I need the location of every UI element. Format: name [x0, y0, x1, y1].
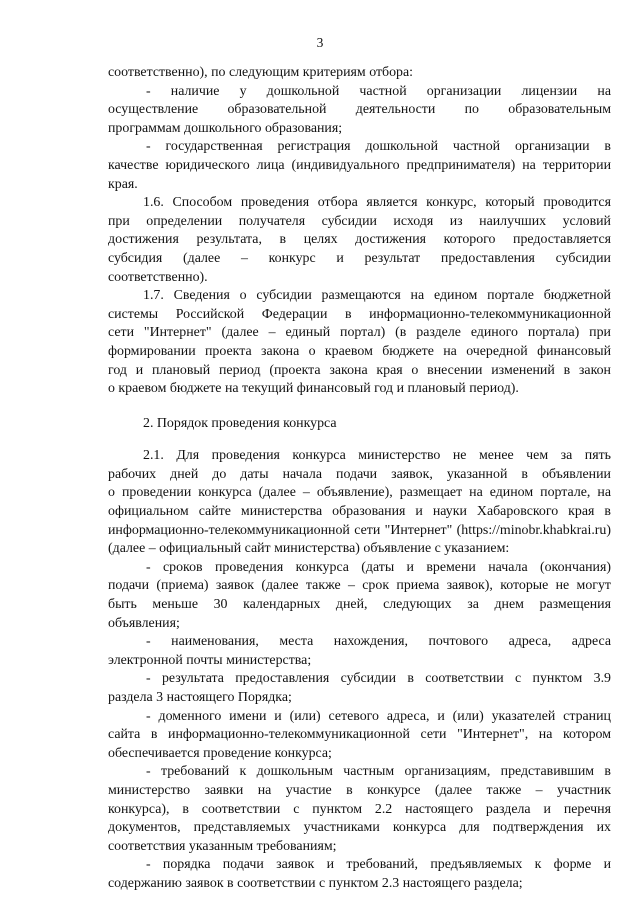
- text-line: - сроков проведения конкурса (даты и времени начала (окончания): [146, 559, 611, 575]
- text-line: при определении получателя субсидии исходя из наилучших условий: [108, 213, 611, 229]
- text-line: документов, представляемых участниками конкурса для подтверждения их: [108, 820, 611, 836]
- text-line: электронной почты министерства;: [108, 652, 312, 668]
- text-line: субсидия (далее – конкурс и результат предоставления субсидии: [108, 250, 611, 266]
- text-line: - наименования, места нахождения, почтового адреса, адреса: [146, 634, 611, 650]
- text-line: 1.7. Сведения о субсидии размещаются на едином портале бюджетной: [143, 288, 611, 304]
- text-line: осуществление образовательной деятельности по образовательным: [108, 102, 611, 118]
- text-line: о краевом бюджете на текущий финансовый год и плановый период).: [108, 381, 519, 397]
- text-line: официальном сайте министерства образования и науки Хабаровского края в: [108, 504, 611, 520]
- text-line: соответственно).: [108, 269, 208, 285]
- text-line: - государственная регистрация дошкольной частной организации в: [146, 139, 611, 155]
- text-line: программам дошкольного образования;: [108, 120, 343, 136]
- text-line: сайта в информационно-телекоммуникационной сети "Интернет", на котором: [108, 727, 611, 743]
- text-line: год и плановый период (проекта закона края о внесении изменений в закон: [108, 362, 611, 378]
- text-line: соответствия указанным требованиям;: [108, 838, 337, 854]
- text-line: 2.1. Для проведения конкурса министерство не менее чем за пять: [143, 448, 611, 464]
- document-body: [108, 64, 611, 894]
- text-line: - доменного имени и (или) сетевого адреса, и (или) указателей страниц: [146, 708, 611, 724]
- text-line: - наличие у дошкольной частной организации лицензии на: [146, 83, 611, 99]
- text-line: министерство заявки на участие в конкурсе (далее также – участник: [108, 782, 611, 798]
- page-number: 3: [316, 35, 324, 50]
- text-line: - порядка подачи заявок и требований, предъявляемых к форме и: [146, 857, 611, 873]
- text-line: объявления;: [108, 615, 180, 631]
- text-line: подачи (приема) заявок (далее также – срок приема заявок), которые не могут: [108, 578, 611, 594]
- text-line: обеспечивается проведение конкурса;: [108, 745, 332, 761]
- text-line: соответственно), по следующим критериям отбора:: [108, 65, 414, 80]
- text-line: края.: [108, 176, 138, 192]
- text-line: информационно-телекоммуникационной сети "Интернет" (https://minobr.khabkrai.ru): [108, 522, 611, 538]
- text-line: формировании проекта закона о краевом бюджете на очередной финансовый: [108, 343, 611, 359]
- text-line: сети "Интернет" (далее – единый портал) (в разделе единого портала) при: [108, 325, 611, 341]
- text-line: системы Российской Федерации в информационно-телекоммуникационной: [108, 306, 611, 322]
- text-line: - требований к дошкольным частным организациям, представившим в: [146, 764, 611, 780]
- text-line: содержанию заявок в соответствии с пунктом 2.3 настоящего раздела;: [108, 875, 523, 891]
- section-heading: 2. Порядок проведения конкурса: [143, 415, 337, 431]
- text-line: качестве юридического лица (индивидуального предпринимателя) на территории: [108, 157, 611, 173]
- text-line: раздела 3 настоящего Порядка;: [108, 690, 292, 705]
- text-line: 1.6. Способом проведения отбора является конкурс, который проводится: [143, 195, 611, 211]
- text-line: конкурса), в соответствии с пунктом 2.2 настоящего раздела и перечня: [108, 801, 611, 817]
- text-line: быть меньше 30 календарных дней, следующих за днем размещения: [108, 597, 611, 613]
- text-line: - результата предоставления субсидии в соответствии с пунктом 3.9: [146, 671, 611, 687]
- text-line: рабочих дней до даты начала подачи заявок, указанной в объявлении: [108, 466, 611, 482]
- text-line: (далее – официальный сайт министерства) объявление с указанием:: [108, 541, 510, 557]
- text-line: о проведении конкурса (далее – объявление), размещает на едином портале, на: [108, 485, 611, 501]
- text-line: достижения результата, в целях достижения которого предоставляется: [108, 232, 611, 248]
